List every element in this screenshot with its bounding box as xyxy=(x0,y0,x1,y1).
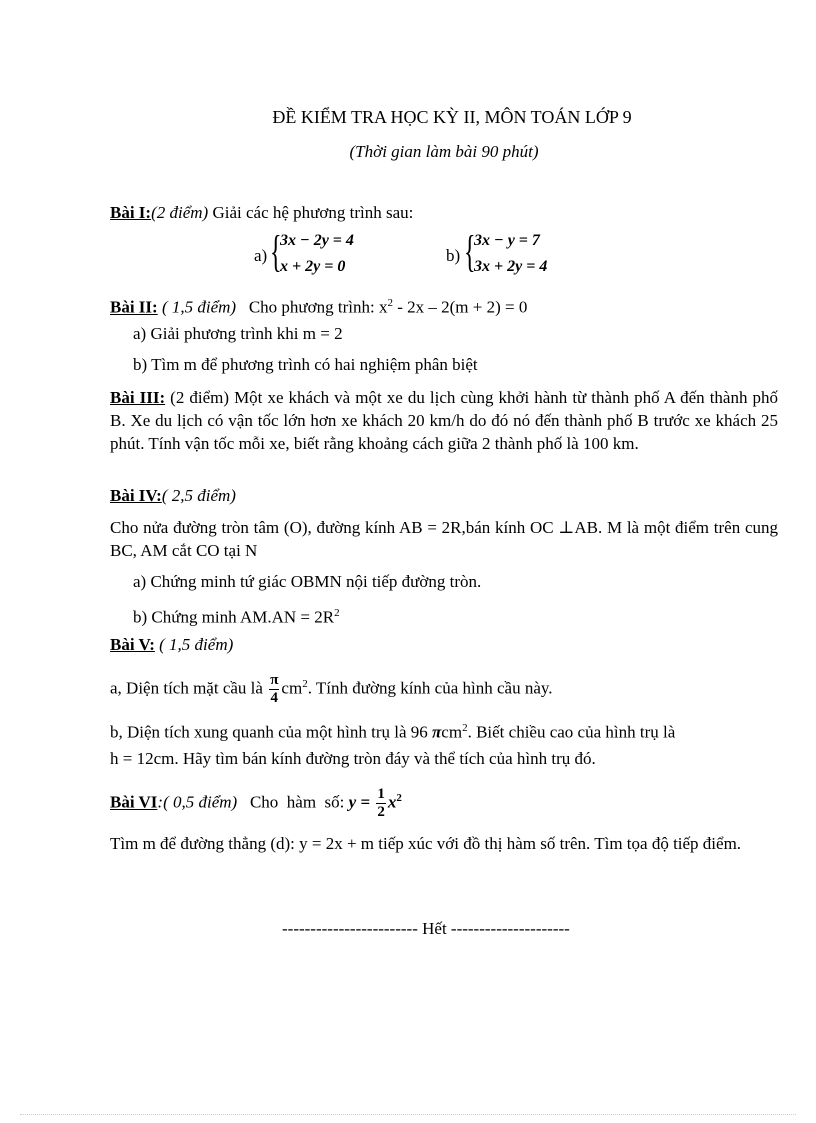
bai5-label: Bài V: xyxy=(110,635,155,654)
bai4-item-b: b) Chứng minh $AM.AN = 2R^2$ xyxy=(133,607,340,627)
bai1-label: Bài I: xyxy=(110,203,152,222)
one-half-fraction: $\frac{1}{2}$ xyxy=(377,786,385,821)
bai6-paragraph: Tìm m để đường thẳng (d): y = 2x + m tiếp xúc với đồ thị hàm số trên. Tìm tọa độ tiếp điểm. xyxy=(110,834,742,853)
page-bottom-divider xyxy=(20,1114,796,1115)
system-b-eq1: 3x − y = 7 xyxy=(474,232,540,249)
bai4-points: ( 2,5 điểm) xyxy=(161,486,236,505)
system-a-label: a) xyxy=(254,246,268,265)
system-b-label: b) xyxy=(446,246,461,265)
bai2-item-a: a) Giải phương trình khi m = 2 xyxy=(133,324,343,343)
bai6-points: :( 0,5 điểm) xyxy=(157,792,238,812)
system-a-eq2: x + 2y = 0 xyxy=(280,258,346,275)
system-b-brace: { xyxy=(464,227,476,276)
bai5-points: ( 1,5 điểm) xyxy=(154,635,234,654)
bai3-text: (2 điểm) Một xe khách và một xe du lịch cùng khởi hành từ thành phố A đến thành phố B. Xe du lịch có vận tốc lớn hơn xe khách 20 km/h do đó nó đến thành phố B trước xe khách 25 phút. Tính vận tốc mỗi xe, biết rằng khoảng cách giữa 2 thành phố là 100 km. xyxy=(110,388,779,453)
pi-over-4-fraction: $\frac{\pi}{4}$ xyxy=(270,672,279,707)
bai5-heading xyxy=(110,634,233,656)
bai4-paragraph: Cho nửa đường tròn tâm (O), đường kính AB = 2R,bán kính OC ⊥AB. M là một điểm trên cung BC, AM cắt CO tại N xyxy=(110,518,778,560)
end-marker: ------------------------ Hết --------------------- xyxy=(282,919,570,938)
system-a-eq1: 3x − 2y = 4 xyxy=(280,232,354,249)
bai2-heading: Bài II: ( 1,5 điểm) Cho phương trình: $x^2 - 2x - 2(m + 2) = 0$ xyxy=(110,297,528,317)
bai5-part-b-line2: h = 12cm. Hãy tìm bán kính đường tròn đáy và thể tích của hình trụ đó. xyxy=(110,749,596,768)
page-subtitle: (Thời gian làm bài 90 phút) xyxy=(349,142,539,161)
page-title: ĐỀ KIỂM TRA HỌC KỲ II, MÔN TOÁN LỚP 9 xyxy=(272,107,632,127)
bai3-label: Bài III: xyxy=(110,388,166,407)
system-b-eq2: 3x + 2y = 4 xyxy=(474,258,548,275)
bai6-label: Bài VI xyxy=(110,792,158,812)
system-a-brace: { xyxy=(270,227,282,276)
bai2-points: ( 1,5 điểm) xyxy=(157,297,237,317)
bai5-part-b: b, Diện tích xung quanh của một hình trụ là 96 πcm$^2$. Biết chiều cao của hình trụ là xyxy=(110,722,676,742)
bai6-heading: Bài VI:( 0,5 điểm) Cho hàm số: y = $\frac{1}{2}$ $x^2$ xyxy=(110,786,402,821)
bai2-item-b: b) Tìm m để phương trình có hai nghiệm phân biệt xyxy=(133,355,478,374)
bai1-heading xyxy=(110,202,413,224)
bai4-heading xyxy=(110,485,236,507)
bai3-paragraph xyxy=(110,386,778,455)
bai1-text: Giải các hệ phương trình sau: xyxy=(208,203,414,222)
bai4-label: Bài IV: xyxy=(110,486,162,505)
bai2-label: Bài II: xyxy=(110,297,158,317)
bai4-item-a: a) Chứng minh tứ giác OBMN nội tiếp đường tròn. xyxy=(133,572,482,591)
bai1-points: (2 điểm) xyxy=(151,203,209,222)
bai5-part-a: a, Diện tích mặt cầu là $\frac{\pi}{4}$ $cm^2$. Tính đường kính của hình cầu này. xyxy=(110,672,553,707)
